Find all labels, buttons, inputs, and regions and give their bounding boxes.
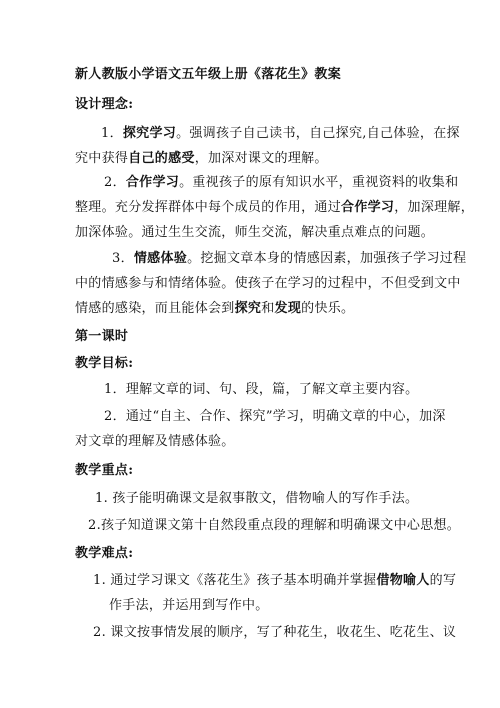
goals-heading: 教学目标: (75, 356, 134, 371)
design-point-1-line-1 (101, 125, 460, 143)
design-point-2-line-2 (75, 199, 474, 217)
point-text: 。强调孩子自己读书，自己探究,自己体验，在探 (176, 126, 460, 141)
text-span: 和 (261, 301, 275, 316)
difficulty-1-line-1 (93, 572, 456, 590)
bold-span: 探究 (234, 301, 262, 316)
design-point-1-line-2 (75, 150, 328, 168)
goal-2-line-2: 对文章的理解及情感体验。 (75, 434, 235, 449)
difficulty-2-line-1: 2. 课文按事情发展的顺序，写了种花生，收花生、吃花生、议 (93, 625, 457, 640)
text-span: 的写 (429, 573, 457, 588)
difficulty-1-line-2: 作手法，并运用到写作中。 (109, 598, 269, 613)
text-span: 1. 通过学习课文《落花生》孩子基本明确并掌握 (93, 573, 377, 588)
key-point-1: 1. 孩子能明确课文是叙事散文，借物喻人的写作手法。 (95, 491, 419, 506)
point-keyword: 探究学习 (122, 126, 177, 141)
goal-2-line-1: 2．通过“自主、合作、探究”学习，明确文章的中心，加深 (104, 409, 446, 424)
text-span: 情感的感染，而且能体会到 (75, 301, 235, 316)
point-text: 。挖掘文章本身的情感因素，加强孩子学习过程 (187, 251, 467, 266)
design-heading: 设计理念: (75, 97, 134, 112)
design-point-3-line-2: 中的情感参与和情绪体验。使孩子在学习的过程中，不但受到文中 (75, 276, 461, 291)
point-keyword: 合作学习 (125, 175, 180, 190)
design-point-3-line-3 (75, 300, 354, 318)
text-span: ，加深理解， (394, 200, 475, 215)
key-point-2: 2.孩子知道课文第十自然段重点段的理解和明确课文中心思想。 (88, 518, 461, 533)
point-number: 2． (104, 175, 126, 190)
bold-span: 发现 (274, 301, 302, 316)
design-point-3-line-1 (112, 250, 466, 268)
text-span: 整理。充分发挥群体中每个成员的作用，通过 (75, 200, 342, 215)
point-number: 3． (112, 251, 134, 266)
bold-span: 合作学习 (341, 200, 395, 215)
lesson-1-heading: 第一课时 (75, 329, 129, 344)
difficulties-heading: 教学难点: (75, 546, 134, 561)
key-points-heading: 教学重点: (75, 463, 134, 478)
text-span: 究中获得 (75, 151, 129, 166)
bold-span: 借物喻人 (376, 573, 430, 588)
point-number: 1． (101, 126, 123, 141)
point-keyword: 情感体验 (133, 251, 188, 266)
text-span: 的快乐。 (301, 301, 355, 316)
document-title: 新人教版小学语文五年级上册《落花生》教案 (75, 67, 342, 82)
goal-1: 1．理解文章的词、句、段，篇，了解文章主要内容。 (104, 382, 419, 397)
design-point-2-line-3: 加深体验。通过生生交流，师生交流，解决重点难点的问题。 (75, 225, 435, 240)
bold-span: 自己的感受 (128, 151, 195, 166)
text-span: ，加深对课文的理解。 (194, 151, 328, 166)
design-point-2-line-1 (104, 174, 458, 192)
point-text: 。重视孩子的原有知识水平，重视资料的收集和 (179, 175, 459, 190)
